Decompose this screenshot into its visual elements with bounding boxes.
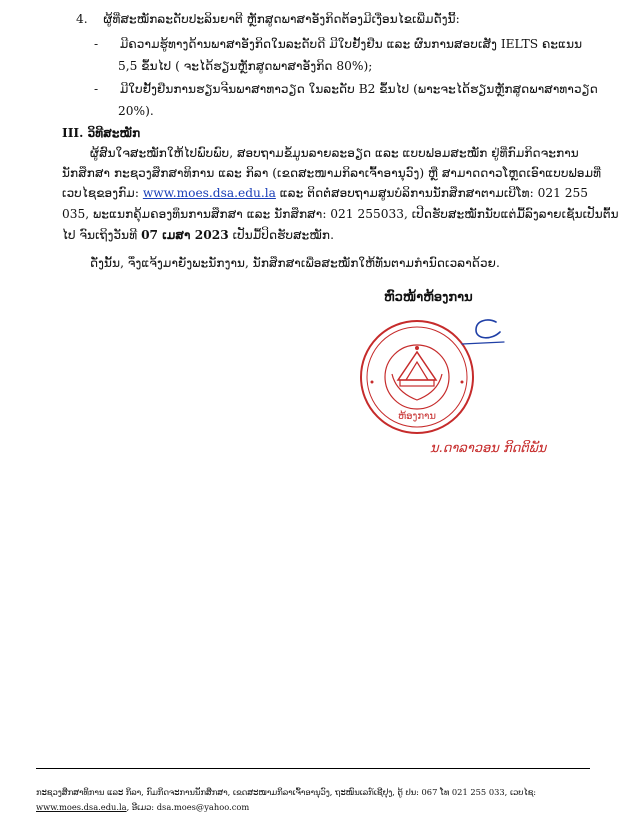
deadline-prefix: ໄປ ຈົນເຖິງວັນທີ — [62, 228, 138, 242]
state-emblem-icon — [392, 346, 442, 400]
contact-text: ແລະ ຕິດຕໍ່ສອບຖາມສູນບໍລິການນັກສຶກສາຕາມເບີໂທ: 021 255 — [279, 186, 589, 200]
stamp-text: ຫ້ອງການ — [397, 411, 437, 422]
item-number: 4. — [76, 12, 88, 26]
closing-paragraph: ດັ່ງນັ້ນ, ຈຶ່ງແຈ້ງມາຍັງພະນັກງານ, ນັກສຶກສາເພື່ອສະໝັກໃຫ້ທັນຕາມກໍານົດເວລາດ້ວຍ. — [90, 256, 500, 270]
signer-name: ນ.ດາລາວອນ ກິດຕິພັນ — [430, 441, 547, 456]
handwritten-signature — [460, 318, 506, 348]
footer-address: ກະຊວງສຶກສາທິການ ແລະ ກິລາ, ກົມກິດຈະການນັກສຶກສາ, ເຂດສະໜາມກິລາເຈົ້າອານຸວົງ, ຖະໜົນເລກ໌ເຊີຢຸງ, ຕູ້ ປນ: 067 ໂທ 021 255 033, ເວບໄຊ: — [36, 787, 537, 797]
website-label: ເວບໄຊຂອງກົມ: — [62, 186, 139, 200]
section-paragraph-line-3 — [62, 186, 588, 201]
footer-divider — [36, 768, 590, 769]
item-text: ຜູ້ທີ່ສະໝັກລະດັບປະລິນຍາຕີ ຫຼັກສູດພາສາອັງກິດຕ້ອງມີເງື່ອນໄຂເພີ່ມດັ່ງນີ້: — [103, 12, 460, 26]
bullet-dash: - — [94, 37, 99, 51]
requirement-item-4 — [76, 12, 460, 27]
stamp-dots — [371, 381, 464, 384]
footer-contact: www.moes.dsa.edu.la, ອີເມວ: dsa.moes@yahoo.com — [36, 802, 250, 812]
bullet-text: ມີໃບຢັ້ງຢືນການຮຽນຈີນພາສາທາວຽດ ໃນລະດັບ B2 ຂຶ້ນໄປ (ພາະຈະໄດ້ຮຽນຫຼັກສູດພາສາທາວຽດ — [119, 82, 598, 96]
footer-email[interactable]: dsa.moes@yahoo.com — [156, 802, 250, 812]
official-stamp — [358, 318, 476, 436]
footer-website-link[interactable]: www.moes.dsa.edu.la — [36, 802, 127, 812]
bullet-dash: - — [94, 82, 99, 96]
signature-title: ຫົວໜ້າຫ້ອງການ — [384, 290, 473, 305]
requirement-bullet-1-cont: 5,5 ຂຶ້ນໄປ ( ຈະໄດ້ຮຽນຫຼັກສູດພາສາອັງກິດ 80%); — [118, 59, 373, 73]
bullet-text: ມີຄວາມຮູ້ທາງດ້ານພາສາອັງກິດໃນລະດັບດີ ມີໃບຢັ້ງຢືນ ແລະ ຜົນການສອບເສັງ IELTS ຄະແນນ — [119, 37, 583, 51]
deadline-suffix: ເປັນມື້ປິດຮັບສະໝັກ. — [232, 228, 334, 242]
deadline-date: 07 ເມສາ 2023 — [141, 228, 229, 242]
website-link[interactable]: www.moes.dsa.edu.la — [142, 186, 276, 200]
section-paragraph-line-5 — [62, 228, 334, 243]
section-paragraph-line-4: 035, ພະແນກຄຸ້ມຄອງທຶນການສຶກສາ ແລະ ນັກສຶກສາ: 021 255033, ເປີດຮັບສະໝັກນັບແຕ່ມື້ລົງລາຍເຊັນເປັນຕົ້ນ — [62, 207, 619, 221]
requirement-bullet-2 — [94, 82, 598, 97]
footer-email-label: ອີເມວ: — [131, 802, 155, 812]
section-paragraph-line-1: ຜູ້ສົນໃຈສະໝັກໃຫ້ໄປພົບພົບ, ສອບຖາມຂໍ້ມູນລາຍລະອຽດ ແລະ ແບບຟອມສະໝັກ ຢູ່ທີ່ກົມກິດຈະການ — [90, 146, 579, 160]
section-heading: III. ວິທີສະໝັກ — [62, 126, 141, 140]
section-paragraph-line-2: ນັກສຶກສາ ກະຊວງສຶກສາທິການ ແລະ ກິລາ (ເຂດສະໜາມກິລາເຈົ້າອານຸວົງ) ຫຼື ສາມາດດາວໂຫຼດເອົາແບບຟອມທີ່ — [62, 166, 602, 180]
requirement-bullet-2-cont: 20%). — [118, 104, 154, 118]
requirement-bullet-1 — [94, 37, 582, 52]
